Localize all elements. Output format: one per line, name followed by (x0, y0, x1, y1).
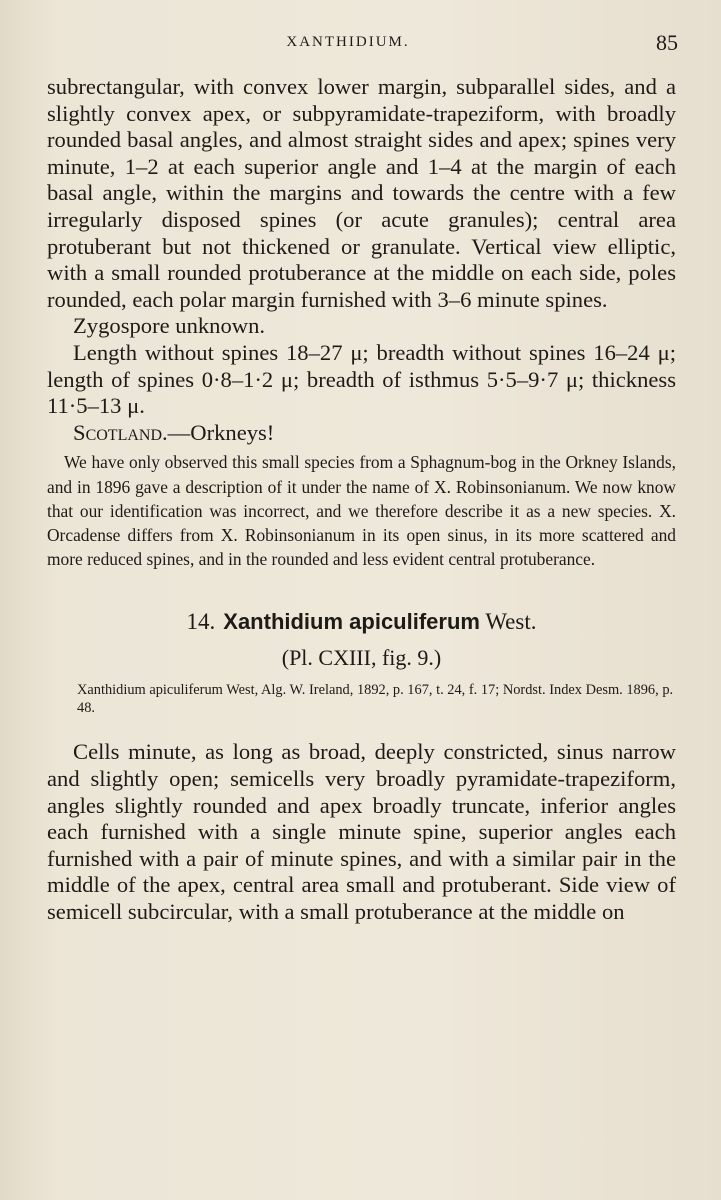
zygospore-line: Zygospore unknown. (73, 313, 266, 339)
distribution-line (47, 420, 676, 447)
distribution-region: Scotland (73, 419, 163, 445)
bibliographic-references: Xanthidium apiculiferum West, Alg. W. Ireland, 1892, p. 167, t. 24, f. 17; Nordst. Index Desm. 1896, p. 48. (77, 682, 674, 717)
distribution-locality: .—Orkneys! (162, 419, 275, 445)
description-paragraph: subrectangular, with convex lower margin, subparallel sides, and a slightly convex apex, or subpyramidate-trapeziform, with broadly rounded basal angles, and almost straight sides and apex; spines very minute, 1–2 at each superior angle and 1–4 at the margin of each basal angle, within the margins and towards the centre with a few irregularly disposed spines (or acute granules); central area protuberant but not thickened or granulate. Vertical view elliptic, with a small rounded protuberance at the middle on each side, poles rounded, each polar margin furnished with 3–6 minute spines. (47, 74, 676, 312)
running-head (48, 30, 678, 58)
section-gap (47, 571, 676, 607)
species-name: Xanthidium apiculiferum (223, 609, 480, 635)
species-author: West. (485, 609, 537, 635)
page-number: 85 (656, 30, 678, 55)
species-heading (47, 607, 676, 637)
section-gap-2 (47, 717, 676, 739)
plate-reference: (Pl. CXIII, fig. 9.) (281, 645, 442, 671)
species-number: 14. (186, 609, 216, 635)
measurements-paragraph: Length without spines 18–27 μ; breadth without spines 16–24 μ; length of spines 0·8–1·2 μ; breadth of isthmus 5·5–9·7 μ; thickness 11·5–13 μ. (47, 339, 676, 419)
running-head-title: XANTHIDIUM. (286, 34, 410, 50)
page-body (47, 74, 676, 925)
species-description: Cells minute, as long as broad, deeply constricted, sinus narrow and slightly open; semicells very broadly pyramidate-trapeziform, angles slightly rounded and apex broadly truncate, inferior angles each furnished with a single minute spine, superior angles each furnished with a pair of minute spines, and with a similar pair in the middle of the apex, central area small and protuberant. Side view of semicell subcircular, with a small protuberance at the middle on (47, 739, 676, 924)
species-note: We have only observed this small species from a Sphagnum-bog in the Orkney Islands, and in 1896 gave a description of it under the name of X. Robinsonianum. We now know that our identification was incorrect, and we therefore describe it as a new species. X. Orcadense differs from X. Robinsonianum in its open sinus, in its more scattered and more reduced spines, and in the rounded and less evident central protuberance. (47, 452, 676, 570)
